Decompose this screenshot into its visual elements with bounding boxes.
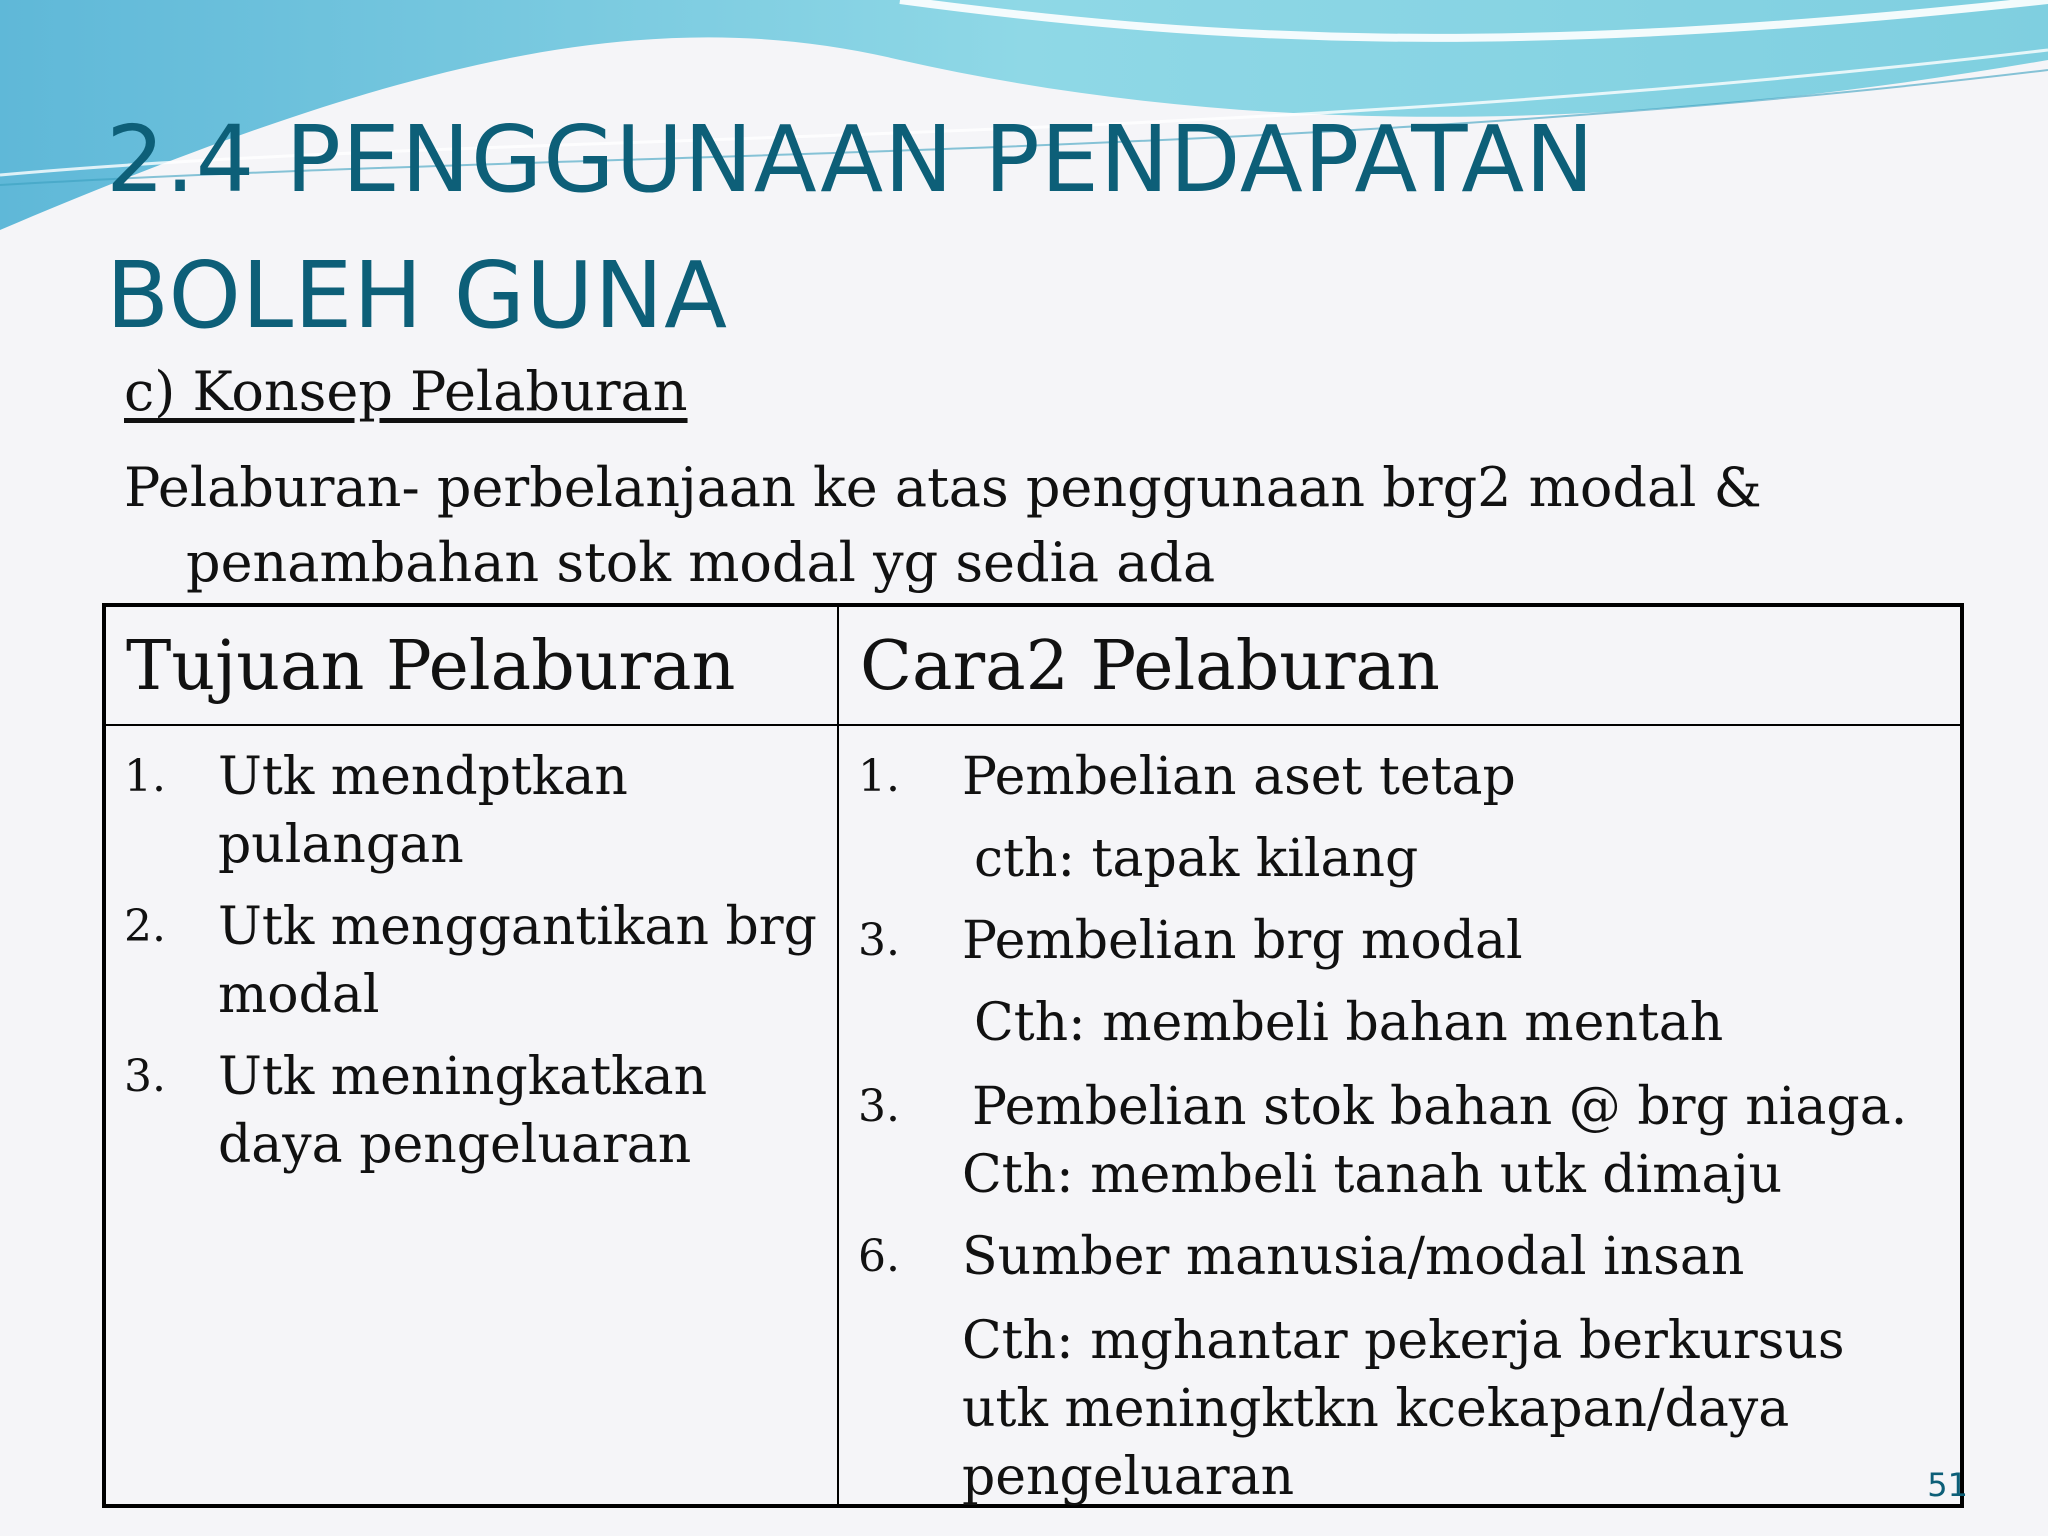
list-item-number: 3.: [124, 1051, 166, 1102]
list-item: Utk meningkatkan daya pengeluaran: [218, 1047, 708, 1175]
list-item-example: Cth: membeli tanah utk dimaju: [962, 1145, 1783, 1205]
list-item-number: 6.: [858, 1231, 900, 1282]
list-item-number: 1.: [858, 751, 900, 802]
slide-title: [106, 92, 1906, 364]
definition-text: Pelaburan- perbelanjaan ke atas penggunaan brg2 modal & penambahan stok modal yg sedia ada: [124, 456, 1762, 594]
list-item: Pembelian brg modal: [962, 911, 1523, 971]
list-item-number: 1.: [124, 751, 166, 802]
list-item: Pembelian stok bahan @ brg niaga.: [972, 1077, 1908, 1137]
list-item: Sumber manusia/modal insan: [962, 1227, 1745, 1287]
list-item-number: 3.: [858, 1081, 900, 1132]
investment-table: [102, 603, 1964, 1508]
left-column-header: Tujuan Pelaburan: [126, 627, 736, 706]
list-item-example: cth: tapak kilang: [974, 829, 1419, 889]
list-item: Utk menggantikan brg modal: [218, 897, 817, 1025]
list-item: Utk mendptkan pulangan: [218, 747, 628, 875]
slide-title-line2: BOLEH GUNA: [106, 242, 729, 349]
list-item-example: Cth: mghantar pekerja berkursus utk meningktkn kcekapan/daya pengeluaran: [962, 1311, 1845, 1507]
slide-title-line1: 2.4 PENGGUNAAN PENDAPATAN: [106, 106, 1596, 213]
header-divider: [106, 724, 1960, 726]
column-divider: [837, 607, 839, 1504]
list-item: Pembelian aset tetap: [962, 747, 1516, 807]
subheading: c) Konsep Pelaburan: [124, 360, 688, 423]
right-column-header: Cara2 Pelaburan: [860, 627, 1440, 706]
list-item-number: 3.: [858, 915, 900, 966]
list-item-number: 2.: [124, 901, 166, 952]
list-item-example: Cth: membeli bahan mentah: [974, 993, 1724, 1053]
page-number: 51: [1927, 1466, 1968, 1504]
